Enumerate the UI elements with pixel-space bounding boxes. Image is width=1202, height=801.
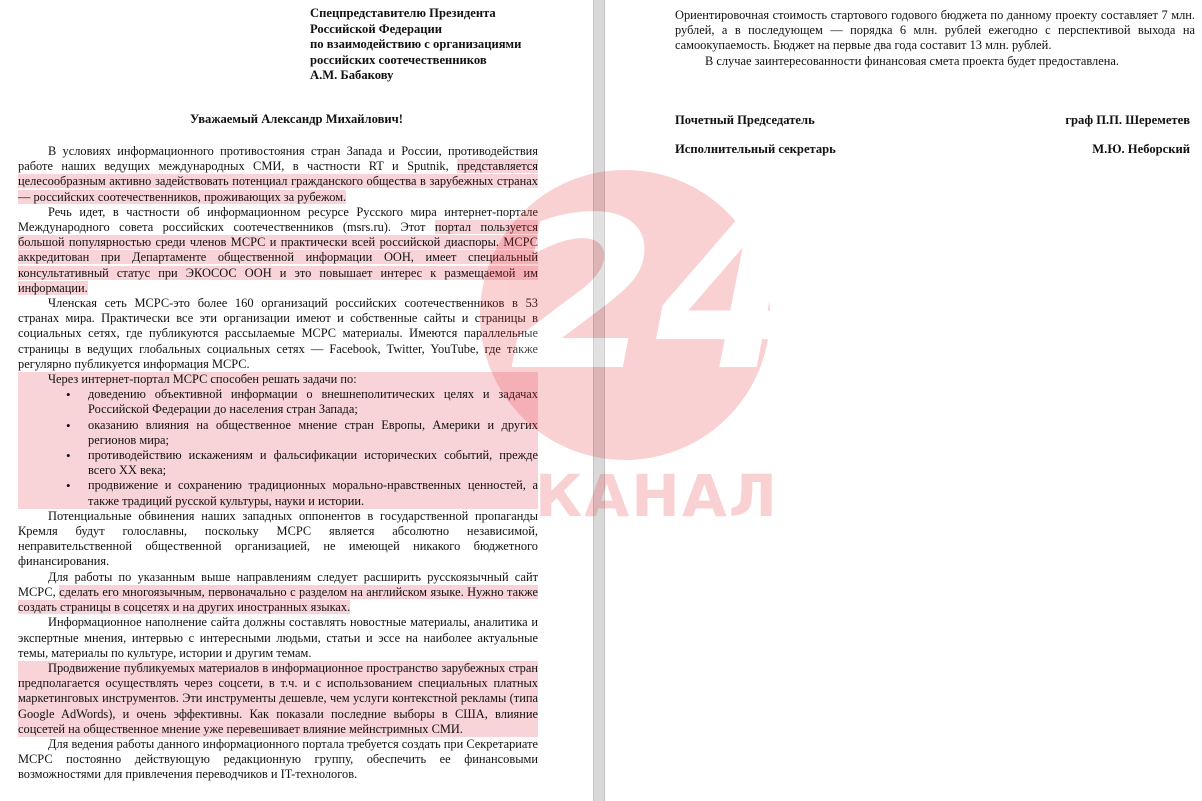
list-item: • противодействию искажениям и фальсификации исторических событий, прежде всего XX века; [88,448,538,478]
signatory-name: граф П.П. Шереметев [1065,113,1190,127]
addressee-line: по взаимодействию с организациями [310,37,522,52]
budget-paragraph: Ориентировочная стоимость стартового годового бюджета по данному проекту составляет 7 млн. рублей, а в последующем — порядка 6 млн. рублей ежегодно с перспективой выхода на самоокупаемость. Бюджет на первые два года составит 13 млн. рублей. [675,8,1195,53]
paragraph-5: Потенциальные обвинения наших западных оппонентов в государственной пропаганды Кремля будут голославны, поскольку МСРС является абсолютно независимой, неправительственной общественной организацией, не имеющей никакого бюджетного финансирования. [18,508,538,569]
paragraph-2 [18,205,538,296]
addressee-line: Российской Федерации [310,21,443,36]
watermark-number: 24 [510,172,803,417]
page-divider [593,0,605,801]
addressee-line: Спецпредставителю Президента [310,6,496,20]
addressee-block [310,6,580,84]
page-1 [0,0,593,801]
paragraph-6-highlight: сделать его многоязычным, первоначально с разделом на английском языке. Нужно также создать страницы в соцсетях и на других иностранных языках. [18,584,538,615]
addressee-line: А.М. Бабакову [310,68,394,83]
addressee-line: российских соотечественников [310,52,487,67]
paragraph-2-text: Речь идет, в частности об информационном ресурсе Русского мира интернет-портале Международного совета российских соотечественников (msrs.ru). Этот [18,204,538,235]
signatory-title: Почетный Председатель [675,113,815,127]
signatory-name: М.Ю. Неборский [1092,142,1190,156]
signature-secretary [675,142,1190,157]
list-item: • доведению объективной информации о внешнеполитических целях и задачах Российской Федерации до населения стран Запада; [88,387,538,417]
paragraph-1 [18,144,538,205]
paragraph-7: Информационное наполнение сайта должны составлять новостные материалы, аналитика и экспертные мнения, интервью с интересными людьми, статьи и эссе на наиболее актуальные темы, материалы по культуре, истории и другим темам. [18,615,538,660]
paragraph-6 [18,570,538,616]
signature-chairman [675,113,1190,128]
paragraph-1-text: В условиях информационного противостояния стран Запада и России, противодействия работе наших ведущих международных СМИ, в частности RT и Sputnik, [18,144,538,174]
paragraph-8-highlight: Продвижение публикуемых материалов в информационное пространство зарубежных стран предполагается осуществлять через соцсети, в т.ч. и с использованием специальных платных маркетинговых инструментов. Эти инструменты дешевле, чем услуги контекстной рекламы (типа Google AdWords), и очень эффективны. Как показали последние выборы в США, влияние соцсетей на общественное мнение уже перевешивает влияние мейнстримных СМИ. [18,660,538,736]
tasks-list [18,387,538,509]
letter-body-continued [675,8,1195,69]
salutation: Уважаемый Александр Михайлович! [190,112,403,126]
paragraph-3: Членская сеть МСРС-это более 160 организаций российских соотечественников в 53 странах мира. Практически все эти организации имеют и собственные сайты и страницы в социальных сетях, где публикуются рассылаемые МСРС материалы. Имеются параллельные страницы в ведущих глобальных социальных сетях — Facebook, Twitter, YouTube, где также регулярно публикуется информация МСРС. [18,296,538,371]
paragraph-6-text: Для работы по указанным выше направлениям следует расширить русскоязычный сайт МСРС, [18,569,538,599]
list-item: • продвижение и сохранению традиционных морально-нравственных ценностей, а также традиций русской культуры, науки и истории. [88,478,538,508]
page-2 [605,0,1202,801]
tasks-intro: Через интернет-портал МСРС способен решать задачи по: [48,372,357,387]
paragraph-2-highlight: портал пользуется большой популярностью среди членов МСРС и практически всей российской диаспоры. МСРС аккредитован при Департаменте общественной информации ООН, имеет специальный консультативный статус при ЭКОСОС ООН и это повышает интерес к размещаемой им информации. [18,220,538,295]
tasks-block [18,372,538,509]
estimate-paragraph: В случае заинтересованности финансовая смета проекта будет предоставлена. [705,53,1119,68]
signatory-title: Исполнительный секретарь [675,142,836,156]
watermark-word: КАНАЛ [535,462,779,530]
list-item: • оказанию влияния на общественное мнение стран Европы, Америки и других регионов мира; [88,418,538,448]
letter-body [18,144,538,783]
paragraph-9: Для ведения работы данного информационного портала требуется создать при Секретариате МСРС постоянно действующую редакционную группу, обеспечить ее финансовыми возможностями для привлечения переводчиков и IT-технологов. [18,736,538,782]
paragraph-1-highlight: представляется целесообразным активно задействовать потенциал гражданского общества в зарубежных странах — российских соотечественников, проживающих за рубежом. [18,159,538,204]
